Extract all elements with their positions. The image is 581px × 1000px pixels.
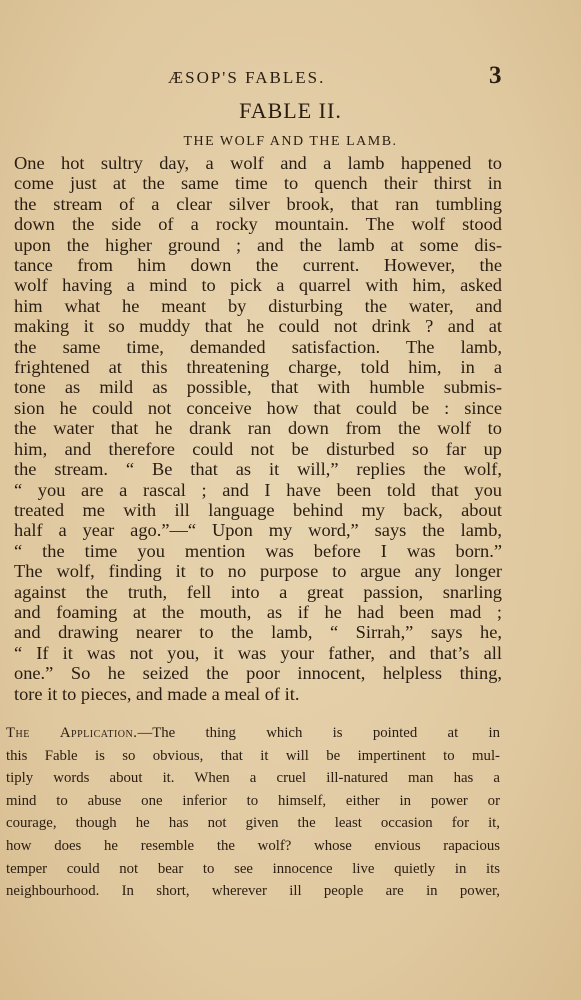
fable-line: the water that he drank ran down from the wolf to: [14, 418, 502, 439]
fable-line: “ If it was not you, it was your father, and that’s all: [14, 642, 502, 663]
running-title: ÆSOP'S FABLES.: [168, 68, 326, 87]
application-line: neighbourhood. In short, wherever ill people are in power,: [6, 883, 500, 900]
fable-line: come just at the same time to quench their thirst in: [14, 173, 502, 194]
application-line: [6, 722, 500, 745]
application-line: temper could not bear to see innocence live quietly in its: [6, 860, 500, 877]
fable-line: the stream. “ Be that as it will,” replies the wolf,: [14, 459, 502, 480]
fable-line: The wolf, finding it to no purpose to argue any longer: [14, 561, 502, 582]
application-line: courage, though he has not given the least occasion for it,: [6, 815, 500, 832]
application-line: mind to abuse one inferior to himself, either in power or: [6, 792, 500, 809]
fable-line: treated me with ill language behind my back, about: [14, 499, 502, 520]
fable-line: frightened at this threatening charge, told him, in a: [14, 357, 502, 378]
page-number: 3: [489, 62, 502, 89]
application-label: The Application.: [6, 725, 138, 741]
application-line: tiply words about it. When a cruel ill-natured man has a: [6, 770, 500, 787]
fable-line: upon the higher ground ; and the lamb at some dis-: [14, 234, 502, 255]
fable-line: the same time, demanded satisfaction. The lamb,: [14, 336, 502, 357]
fable-line: “ you are a rascal ; and I have been told that you: [14, 479, 502, 500]
fable-line: sion he could not conceive how that could be : since: [14, 397, 502, 418]
fable-line: him what he meant by disturbing the water, and: [14, 295, 502, 316]
fable-line: and drawing nearer to the lamb, “ Sirrah,” says he,: [14, 622, 502, 643]
application-line: this Fable is so obvious, that it will be impertinent to mul-: [6, 747, 500, 764]
fable-line: tance from him down the current. However, the: [14, 255, 502, 276]
fable-line: one.” So he seized the poor innocent, helpless thing,: [14, 663, 502, 684]
application-paragraph: [6, 722, 500, 903]
fable-line: One hot sultry day, a wolf and a lamb happened to: [14, 153, 502, 173]
fable-line: the stream of a clear silver brook, that ran tumbling: [14, 193, 502, 214]
fable-line: half a year ago.”—“ Upon my word,” says the lamb,: [14, 520, 502, 541]
fable-line: wolf having a mind to pick a quarrel with him, asked: [14, 275, 502, 296]
fable-line: him, and therefore could not be disturbed so far up: [14, 438, 502, 459]
fable-title: THE WOLF AND THE LAMB.: [183, 134, 398, 149]
fable-line: down the side of a rocky mountain. The wolf stood: [14, 214, 502, 235]
application-line: how does he resemble the wolf? whose envious rapacious: [6, 837, 500, 854]
fable-number: FABLE II.: [239, 98, 342, 123]
fable-line: “ the time you mention was before I was born.”: [14, 540, 502, 561]
fable-line: making it so muddy that he could not drink ? and at: [14, 316, 502, 337]
fable-line: tore it to pieces, and made a meal of it.: [14, 683, 300, 704]
application-line-text: —The thing which is pointed at in: [137, 725, 500, 741]
running-header: [0, 62, 581, 92]
fable-text: [14, 153, 502, 704]
fable-line: tone as mild as possible, that with humble submis-: [14, 377, 502, 398]
fable-line: and foaming at the mouth, as if he had been mad ;: [14, 601, 502, 622]
fable-line: against the truth, fell into a great passion, snarling: [14, 581, 502, 602]
